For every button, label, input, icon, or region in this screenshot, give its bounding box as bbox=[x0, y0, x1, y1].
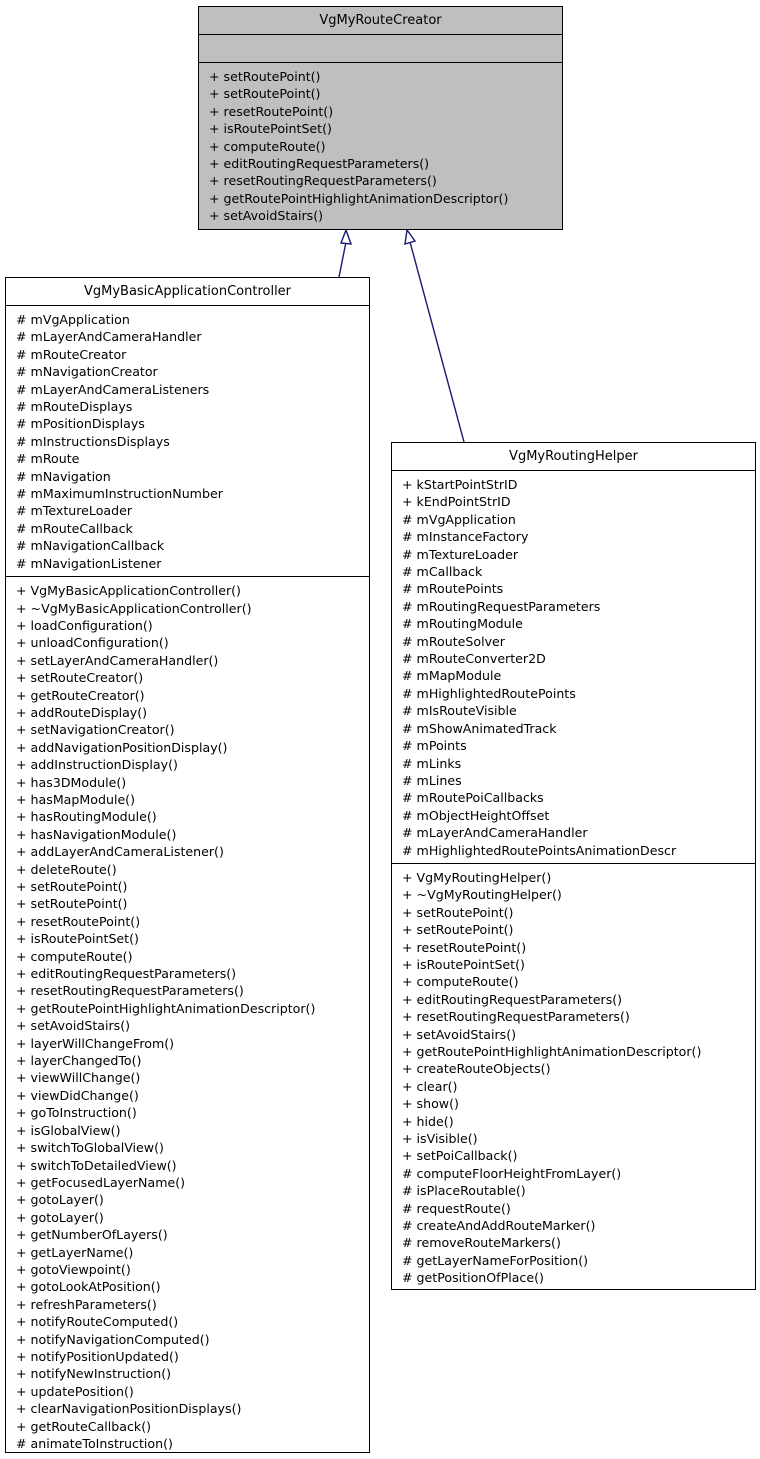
edge-controller-arrowhead bbox=[341, 230, 351, 244]
class-member: # removeRouteMarkers() bbox=[402, 1235, 561, 1251]
class-member: + resetRoutingRequestParameters() bbox=[209, 173, 437, 189]
edge-helper-arrowhead bbox=[405, 230, 415, 244]
class-member: + resetRoutePoint() bbox=[16, 913, 141, 929]
class-member: + getLayerName() bbox=[16, 1244, 134, 1260]
edge-helper-to-creator bbox=[410, 242, 464, 442]
class-member: + setNavigationCreator() bbox=[16, 722, 175, 738]
class-member: + setPoiCallback() bbox=[402, 1148, 518, 1164]
class-member: + resetRoutePoint() bbox=[402, 939, 527, 955]
class-member: + isVisible() bbox=[402, 1131, 478, 1147]
class-member: + addNavigationPositionDisplay() bbox=[16, 739, 228, 755]
class-member: # mObjectHeightOffset bbox=[402, 807, 550, 823]
class-member: + VgMyRoutingHelper() bbox=[402, 869, 552, 885]
class-member: # isPlaceRoutable() bbox=[402, 1183, 526, 1199]
class-member: + addLayerAndCameraListener() bbox=[16, 844, 224, 860]
class-member: + getRouteCallback() bbox=[16, 1418, 152, 1434]
class-member: + getRoutePointHighlightAnimationDescriptor() bbox=[16, 1000, 316, 1016]
class-member: # mInstanceFactory bbox=[402, 529, 529, 545]
class-member: + layerWillChangeFrom() bbox=[16, 1035, 175, 1051]
class-member: + ~VgMyBasicApplicationController() bbox=[16, 600, 252, 616]
class-member: + computeRoute() bbox=[402, 974, 519, 990]
class-member: # mRouteDisplays bbox=[16, 399, 133, 415]
class-member: + unloadConfiguration() bbox=[16, 635, 169, 651]
class-member: + getRoutePointHighlightAnimationDescriptor() bbox=[209, 190, 509, 206]
class-member: # mRouteCreator bbox=[16, 346, 127, 362]
class-member: + getRoutePointHighlightAnimationDescriptor() bbox=[402, 1044, 702, 1059]
class-member: # computeFloorHeightFromLayer() bbox=[402, 1165, 622, 1181]
class-member: + viewDidChange() bbox=[16, 1087, 139, 1103]
class-member: + goToInstruction() bbox=[16, 1105, 137, 1121]
class-member: # mNavigationCallback bbox=[16, 538, 165, 554]
class-member: + setRoutePoint() bbox=[209, 69, 321, 84]
class-member: + hasNavigationModule() bbox=[16, 826, 177, 842]
class-member: + setLayerAndCameraHandler() bbox=[16, 652, 219, 668]
class-member: + hasRoutingModule() bbox=[16, 809, 157, 825]
class-name: VgMyRoutingHelper bbox=[392, 443, 755, 471]
class-member: + setRoutePoint() bbox=[16, 896, 128, 912]
class-member: + isRoutePointSet() bbox=[16, 931, 139, 947]
class-attributes-empty bbox=[199, 35, 562, 63]
class-member: + editRoutingRequestParameters() bbox=[209, 156, 430, 172]
class-member: + hasMapModule() bbox=[16, 791, 136, 807]
class-member: + setRoutePoint() bbox=[209, 86, 321, 102]
class-member: # mIsRouteVisible bbox=[402, 703, 517, 719]
class-member: + VgMyBasicApplicationController() bbox=[16, 583, 241, 599]
class-member: + viewWillChange() bbox=[16, 1070, 141, 1086]
class-member: # mLayerAndCameraListeners bbox=[16, 381, 210, 397]
class-member: # mPositionDisplays bbox=[16, 416, 145, 432]
class-member: # mInstructionsDisplays bbox=[16, 433, 170, 449]
class-member: + addInstructionDisplay() bbox=[16, 757, 178, 773]
class-vgmyroutinghelper[interactable] bbox=[391, 442, 756, 1290]
class-member: # mRoutePoints bbox=[402, 581, 504, 597]
class-member: # mRouteConverter2D bbox=[402, 651, 546, 667]
class-member: + has3DModule() bbox=[16, 774, 127, 790]
class-member: + kStartPointStrID bbox=[402, 477, 518, 492]
class-vgmybasicapplicationcontroller[interactable] bbox=[5, 277, 370, 1453]
class-member: + getFocusedLayerName() bbox=[16, 1174, 186, 1190]
class-member: # mRouteCallback bbox=[16, 520, 133, 536]
class-member: + notifyNavigationComputed() bbox=[16, 1331, 210, 1347]
edge-controller-to-creator bbox=[339, 242, 346, 277]
class-member: # mNavigation bbox=[16, 468, 111, 484]
class-member: + getNumberOfLayers() bbox=[16, 1227, 168, 1243]
class-name: VgMyRouteCreator bbox=[199, 7, 562, 35]
class-member: + gotoViewpoint() bbox=[16, 1261, 131, 1277]
class-member: + isRoutePointSet() bbox=[209, 121, 332, 137]
class-member: + show() bbox=[402, 1096, 459, 1112]
class-member: # mHighlightedRoutePoints bbox=[402, 685, 576, 701]
class-member: + resetRoutingRequestParameters() bbox=[402, 1009, 630, 1025]
class-member: + isRoutePointSet() bbox=[402, 956, 525, 972]
class-member: + isGlobalView() bbox=[16, 1122, 121, 1138]
class-member: # mNavigationListener bbox=[16, 555, 162, 571]
class-name: VgMyBasicApplicationController bbox=[6, 278, 369, 306]
class-member: # mRoutingRequestParameters bbox=[402, 598, 601, 614]
class-member: + addRouteDisplay() bbox=[16, 704, 148, 720]
class-member: # mTextureLoader bbox=[16, 503, 133, 519]
class-member: + gotoLookAtPosition() bbox=[16, 1279, 161, 1295]
class-member: + setAvoidStairs() bbox=[402, 1026, 517, 1042]
class-member: + setRoutePoint() bbox=[402, 922, 514, 938]
class-member: # mMaximumInstructionNumber bbox=[16, 486, 223, 502]
class-member: + ~VgMyRoutingHelper() bbox=[402, 887, 562, 903]
class-member: # animateToInstruction() bbox=[16, 1436, 173, 1451]
class-member: # mMapModule bbox=[402, 668, 502, 684]
class-member: + switchToDetailedView() bbox=[16, 1157, 177, 1173]
class-member: + notifyPositionUpdated() bbox=[16, 1348, 179, 1364]
class-member: # getLayerNameForPosition() bbox=[402, 1252, 589, 1268]
class-member: + clearNavigationPositionDisplays() bbox=[16, 1401, 242, 1417]
class-vgmyroutecreator[interactable] bbox=[198, 6, 563, 230]
class-member: # mRoute bbox=[16, 451, 80, 467]
class-member: + setAvoidStairs() bbox=[209, 208, 324, 224]
class-member: + kEndPointStrID bbox=[402, 494, 511, 510]
class-member: + editRoutingRequestParameters() bbox=[16, 966, 237, 982]
class-member: + computeRoute() bbox=[16, 948, 133, 964]
class-attributes bbox=[6, 306, 369, 577]
class-member: + gotoLayer() bbox=[16, 1192, 104, 1208]
class-member: # mVgApplication bbox=[16, 312, 130, 327]
class-member: + refreshParameters() bbox=[16, 1296, 157, 1312]
class-member: # mPoints bbox=[402, 738, 467, 754]
class-member: + notifyRouteComputed() bbox=[16, 1314, 179, 1330]
class-member: # mLines bbox=[402, 772, 462, 788]
class-member: + setAvoidStairs() bbox=[16, 1018, 131, 1034]
class-member: # mRouteSolver bbox=[402, 633, 505, 649]
class-member: + updatePosition() bbox=[16, 1383, 134, 1399]
class-member: # mRoutePoiCallbacks bbox=[402, 790, 544, 806]
class-member: # mTextureLoader bbox=[402, 546, 519, 562]
class-member: + gotoLayer() bbox=[16, 1209, 104, 1225]
class-member: + deleteRoute() bbox=[16, 861, 117, 877]
class-member: + loadConfiguration() bbox=[16, 617, 153, 633]
class-member: # mCallback bbox=[402, 564, 483, 580]
class-operations bbox=[392, 864, 755, 1291]
class-member: + setRoutePoint() bbox=[402, 904, 514, 920]
class-member: # mLayerAndCameraHandler bbox=[402, 825, 588, 841]
class-member: + createRouteObjects() bbox=[402, 1061, 551, 1077]
class-operations bbox=[199, 63, 562, 229]
class-member: # createAndAddRouteMarker() bbox=[402, 1218, 596, 1234]
class-member: # mShowAnimatedTrack bbox=[402, 720, 557, 736]
class-member: + layerChangedTo() bbox=[16, 1053, 142, 1069]
class-member: + resetRoutingRequestParameters() bbox=[16, 983, 244, 999]
class-member: # mVgApplication bbox=[402, 511, 516, 527]
class-member: # mHighlightedRoutePointsAnimationDescr bbox=[402, 842, 677, 858]
class-member: + clear() bbox=[402, 1078, 458, 1094]
class-member: # mRoutingModule bbox=[402, 616, 523, 632]
class-member: # mLinks bbox=[402, 755, 462, 771]
class-operations bbox=[6, 577, 369, 1456]
class-member: # mLayerAndCameraHandler bbox=[16, 329, 202, 345]
class-member: # mNavigationCreator bbox=[16, 364, 158, 380]
class-member: + hide() bbox=[402, 1113, 454, 1129]
class-member: # getPositionOfPlace() bbox=[402, 1270, 544, 1286]
class-member: + setRoutePoint() bbox=[16, 879, 128, 894]
class-member: + computeRoute() bbox=[209, 138, 326, 154]
class-member: + getRouteCreator() bbox=[16, 687, 145, 703]
class-attributes bbox=[392, 471, 755, 864]
class-member: # requestRoute() bbox=[402, 1200, 511, 1216]
class-member: + editRoutingRequestParameters() bbox=[402, 991, 623, 1007]
class-member: + switchToGlobalView() bbox=[16, 1140, 164, 1156]
class-member: + notifyNewInstruction() bbox=[16, 1366, 172, 1382]
class-member: + resetRoutePoint() bbox=[209, 103, 334, 119]
class-member: + setRouteCreator() bbox=[16, 670, 144, 686]
